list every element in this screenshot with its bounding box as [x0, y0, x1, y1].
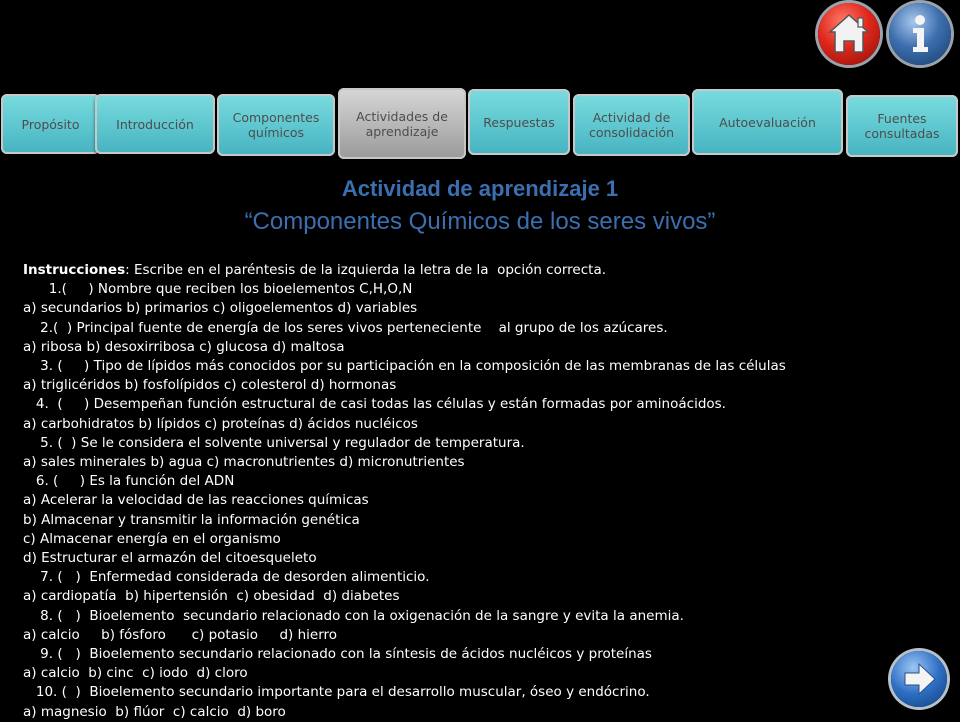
tab-label: Actividad de consolidación	[588, 110, 675, 140]
option-line: a) secundarios b) primarios c) oligoelementos d) variables	[23, 300, 418, 317]
instructions-text: : Escribe en el paréntesis de la izquierda la letra de la opción correcta.	[125, 262, 607, 278]
question-line: 4. ( ) Desempeñan función estructural de casi todas las células y están formadas por aminoácidos.	[23, 396, 726, 413]
page-subtitle: “Componentes Químicos de los seres vivos”	[244, 208, 716, 235]
option-line: a) magnesio b) flúor c) calcio d) boro	[23, 703, 286, 720]
tab-label: Respuestas	[483, 114, 555, 130]
arrow-right-icon	[891, 651, 947, 707]
option-line: a) Acelerar la velocidad de las reacciones químicas	[23, 492, 369, 509]
next-button[interactable]	[891, 651, 947, 707]
question-line: 10. ( ) Bioelemento secundario importante para el desarrollo muscular, óseo y endócrino.	[23, 684, 650, 701]
question-line: 2.( ) Principal fuente de energía de los seres vivos perteneciente al grupo de los azúcares.	[23, 319, 668, 336]
question-line: 5. ( ) Se le considera el solvente universal y regulador de temperatura.	[23, 434, 525, 451]
option-line: a) carbohidratos b) lípidos c) proteínas d) ácidos nucléicos	[23, 415, 418, 432]
question-line: 6. ( ) Es la función del ADN	[23, 473, 235, 490]
tab-componentes-quimicos[interactable]	[217, 94, 335, 156]
option-line: a) cardiopatía b) hipertensión c) obesidad d) diabetes	[23, 588, 400, 605]
option-line: d) Estructurar el armazón del citoesqueleto	[23, 550, 317, 567]
option-line: a) calcio b) cinc c) iodo d) cloro	[23, 665, 248, 682]
option-line: a) triglicéridos b) fosfolípidos c) colesterol d) hormonas	[23, 377, 397, 394]
tab-label: Introducción	[116, 116, 194, 132]
info-button[interactable]	[889, 3, 951, 65]
question-line: 9. ( ) Bioelemento secundario relacionado con la síntesis de ácidos nucléicos y proteínas	[23, 646, 652, 663]
question-list	[23, 280, 923, 722]
tab-label: Autoevaluación	[719, 114, 816, 130]
page-title: Actividad de aprendizaje 1	[341, 176, 619, 201]
info-icon	[889, 3, 951, 65]
option-line: c) Almacenar energía en el organismo	[23, 530, 281, 547]
option-line: b) Almacenar y transmitir la información genética	[23, 511, 360, 528]
tab-fuentes-consultadas[interactable]	[846, 95, 958, 157]
question-line: 1.( ) Nombre que reciben los bioelementos C,H,O,N	[23, 281, 413, 298]
activity-content	[23, 261, 923, 722]
tab-respuestas[interactable]	[468, 89, 570, 155]
tab-proposito[interactable]	[1, 94, 100, 154]
tab-actividades-de-aprendizaje[interactable]	[338, 88, 466, 159]
tab-label: Componentes químicos	[232, 110, 320, 140]
option-line: a) ribosa b) desoxirribosa c) glucosa d) maltosa	[23, 338, 345, 355]
question-line: 7. ( ) Enfermedad considerada de desorden alimenticio.	[23, 569, 430, 586]
tab-label: Fuentes consultadas	[864, 111, 940, 141]
question-line: 8. ( ) Bioelemento secundario relacionado con la oxigenación de la sangre y evita la anemia.	[23, 607, 684, 624]
tab-label: Actividades de aprendizaje	[356, 108, 448, 139]
question-line: 3. ( ) Tipo de lípidos más conocidos por su participación en la composición de las membranas de las células	[23, 358, 786, 375]
instructions-label: Instrucciones	[23, 262, 126, 278]
tab-label: Propósito	[21, 116, 80, 132]
tab-introduccion[interactable]	[95, 94, 215, 154]
tab-autoevaluacion[interactable]	[692, 89, 843, 155]
option-line: a) sales minerales b) agua c) macronutrientes d) micronutrientes	[23, 454, 465, 471]
home-icon	[818, 3, 880, 65]
home-button[interactable]	[818, 3, 880, 65]
tab-actividad-de-consolidacion[interactable]	[573, 94, 690, 156]
instructions-line	[23, 261, 923, 280]
option-line: a) calcio b) fósforo c) potasio d) hierro	[23, 626, 338, 643]
